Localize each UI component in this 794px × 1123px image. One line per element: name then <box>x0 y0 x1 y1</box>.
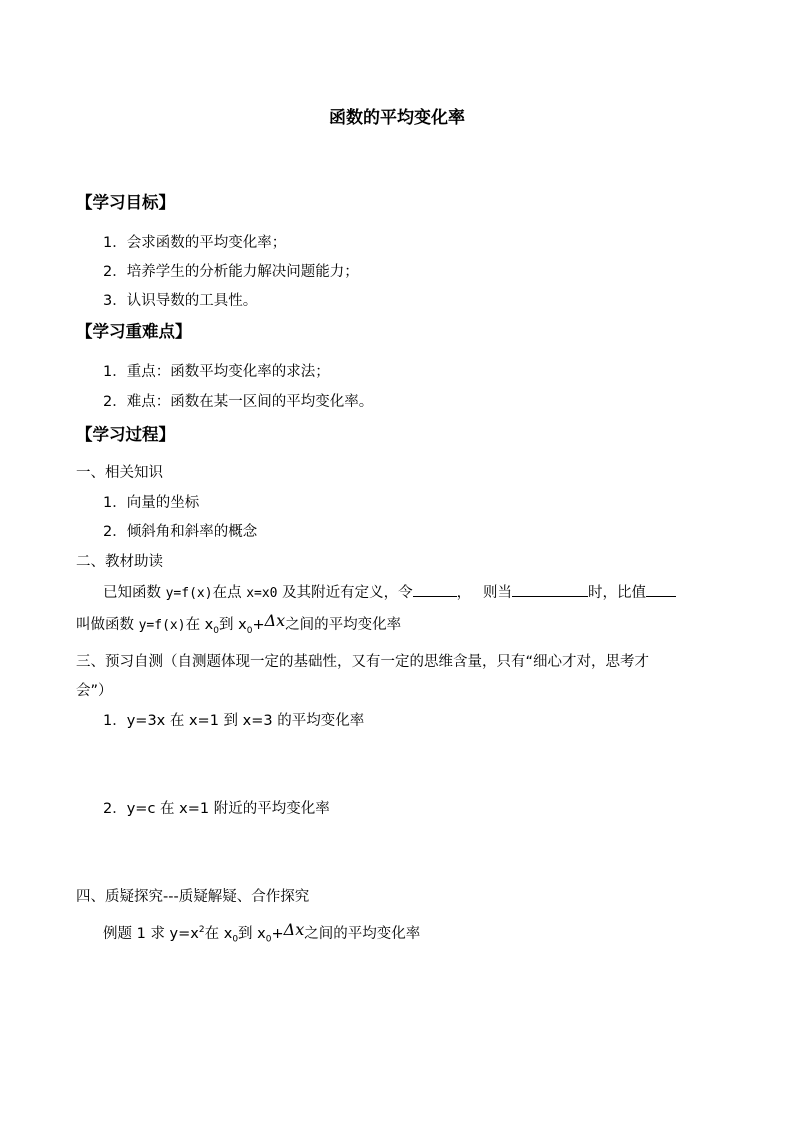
part4-heading: 四、质疑探究---质疑解疑、合作探究 <box>76 889 310 905</box>
fill-blank-3[interactable] <box>646 581 676 597</box>
goal-item-3: 3．认识导数的工具性。 <box>103 293 258 309</box>
text: 在 x <box>204 925 233 942</box>
subscript: 0 <box>213 625 220 636</box>
subscript: 0 <box>265 934 272 945</box>
fill-blank-1[interactable] <box>413 581 457 597</box>
part3-heading-line-1: 三、预习自测（自测题体现一定的基础性，又有一定的思维含量，只有“细心才对，思考才 <box>76 654 650 670</box>
goal-item-2: 2．培养学生的分析能力解决问题能力； <box>103 264 359 280</box>
formula: x=x0 <box>246 586 278 601</box>
delta-x-symbol: Δx <box>264 611 286 630</box>
formula: y=f(x) <box>165 586 213 601</box>
text: 到 x <box>219 617 247 633</box>
text: 到 x <box>238 925 266 942</box>
text: 之间的平均变化率 <box>304 925 421 942</box>
text: 叫做函数 <box>76 617 139 633</box>
goal-item-1: 1．会求函数的平均变化率； <box>103 235 287 251</box>
keypoints-heading: 【学习重难点】 <box>76 322 192 341</box>
text: 已知函数 <box>103 585 166 601</box>
superscript: 2 <box>198 925 205 935</box>
text: 之间的平均变化率 <box>285 617 402 633</box>
keypoint-item-2: 2．难点：函数在某一区间的平均变化率。 <box>103 394 374 410</box>
question-2: 2．y=c 在 x=1 附近的平均变化率 <box>103 801 330 817</box>
part2-heading: 二、教材助读 <box>76 554 163 570</box>
part1-heading: 一、相关知识 <box>76 465 163 481</box>
delta-x-symbol: Δx <box>283 919 305 939</box>
text: 时，比值 <box>587 585 646 601</box>
process-heading: 【学习过程】 <box>76 425 175 444</box>
text: 例题 1 求 y=x <box>103 925 199 942</box>
text: + <box>271 925 284 942</box>
page-title: 函数的平均变化率 <box>329 108 465 128</box>
part3-heading-line-2: 会”） <box>76 683 113 699</box>
question-1: 1．y=3x 在 x=1 到 x=3 的平均变化率 <box>103 713 365 729</box>
part1-item-1: 1．向量的坐标 <box>103 495 200 511</box>
subscript: 0 <box>246 625 253 636</box>
part2-line-1 <box>103 581 676 604</box>
subscript: 0 <box>232 934 239 945</box>
formula: y=f(x) <box>138 618 186 633</box>
text: ， 则当 <box>456 585 512 601</box>
part1-item-2: 2．倾斜角和斜率的概念 <box>103 524 258 540</box>
text: 及其附近有定义，令 <box>277 585 413 601</box>
fill-blank-2[interactable] <box>512 581 588 597</box>
part2-line-2 <box>76 611 402 641</box>
text: 在点 <box>212 585 247 601</box>
text: + <box>252 617 265 633</box>
keypoint-item-1: 1．重点：函数平均变化率的求法； <box>103 364 330 380</box>
example-1 <box>103 920 420 950</box>
goals-heading: 【学习目标】 <box>76 193 175 212</box>
text: 在 x <box>185 617 214 633</box>
